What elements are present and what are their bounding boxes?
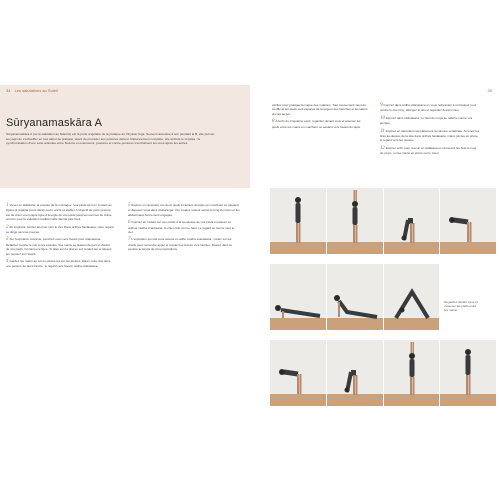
- pose-figure-arms-up-return: [384, 340, 440, 406]
- left-page: [0, 85, 250, 420]
- page-number-right: 35: [487, 88, 492, 93]
- step-5: 5Expirez en ramenant vos deux pieds à l'arrière du tapis (en marchant ou sautant) et déposez-vous dans chaturanga. Vos coudes restent serrés le long du corps et les abdominaux fermement engagés.: [128, 203, 240, 217]
- page-number-left: 34: [6, 88, 11, 93]
- pose-photo-half-lift-return: [270, 340, 326, 406]
- step-7: 7L'expiration qui suit vous amène en adho mukha svanāsana : roulez sur les orteils pour reprendre appui et reculez les fesses vers l'arrière. Restez dans la posture le temps de cinq respirations.: [128, 237, 232, 252]
- pose-photo-plank: [270, 264, 326, 330]
- pose-photo-standing: [270, 188, 326, 254]
- running-head: [6, 88, 58, 93]
- step-1: 1Venez en tadāsana, la posture de la montagne. Vos pieds sont en contact au ligament répartis (vous dérap ouvre ancré et stable). L'objectif de votre posture est de créer une longue ligne d'énergie de vos pieds jusqu'au sommet du crâne, comme pour la salutation traditionnelle décrite plus haut.: [6, 203, 113, 222]
- section-title: Les salutations au Soleil: [14, 88, 58, 93]
- step-7-continued: vérifiez pour protéger la nuque des rotations. Tout mouvement vient du souffle et les pieds sont espacés de la largeur des hanches et les talons ancrés au sol.: [272, 103, 368, 116]
- photo-row-2: [270, 264, 496, 330]
- pose-photo-arms-up-return: [384, 340, 440, 406]
- pose-figure-plank: [270, 264, 326, 330]
- pose-figure-arms-up: [327, 188, 383, 254]
- photo-row-3: [270, 340, 496, 406]
- step-2: 2En inspirant, tendez les bras vers le ciel. Dans ūrdhva hastāsana, votre regard se dirige vers les pouces.: [6, 224, 114, 235]
- pose-figure-half-lift-return: [270, 340, 326, 406]
- pose-photo-forward-fold-return: [327, 340, 383, 406]
- pose-photo-downward-dog: [384, 264, 440, 330]
- step-8: 8À la fin du cinquième expir, regardez devant vous et amenez les pieds entre les mains en marchant ou sautant vers l'avant du tapis.: [272, 119, 361, 129]
- pose-figure-forward-fold-return: [327, 340, 383, 406]
- pose-figure-half-lift: [440, 188, 496, 254]
- step-9: 9Inspirez dans ardha uttānāsana en vous redressant à mi-hauteur pour rendre le dos long, allongez le dos et regardez devant vous.: [380, 103, 477, 113]
- intro-paragraph: Sūryanamaskāra A (ou la salutation au Soleil A) est la porte angulaire de la pratique du Vinyāsa Yoga. Souvent associée à son pendant le B, elle permet au yogin de s'échauffer en tout début de pratique, avant de procéder aux postures debout. Rationnement complète, elle articule le vinyāsa : la synchronisation d'une série articulée entre flexions et extensions, postures et contre-postures s'enchaînent les unes après les autres.: [6, 132, 215, 146]
- pose-figure-downward-dog: [384, 264, 440, 330]
- step-10: 10Expirez dans uttānāsana : le haut du corps se relâche contre vos jambes.: [380, 115, 473, 126]
- pose-photo-forward-fold: [384, 188, 440, 254]
- steps-column-1: [6, 203, 114, 272]
- steps-column-2: [128, 203, 240, 255]
- step-4: 4Gardez les mains au sol ou placez-les sur les jambes. Étirez votre dos dans une posture de demi-flexion, le regard vers l'avant, ardha uttānāsana.: [6, 259, 111, 269]
- pose-photo-upward-dog: [327, 264, 383, 330]
- step-3: 3Sur l'expiration suivante, penchez-vous vers l'avant pour uttanāsana. Relâchez la tête, le cou et les épaules. Vos mains se placent de part et d'autre de vos pieds, formant une ligne. Si elles sont à plat au sol, tendez-les et laissez-les reposer sur l'avant.: [6, 237, 113, 256]
- side-note: Regardez devant vous et ramenez les pieds entre les mains.: [444, 300, 478, 313]
- photo-row-1: [270, 188, 496, 254]
- pose-figure-forward-fold: [384, 188, 440, 254]
- pose-photo-grid: [270, 188, 500, 420]
- pose-figure-upward-dog: [327, 264, 383, 330]
- pose-figure-standing: [270, 188, 326, 254]
- pose-photo-half-lift: [440, 188, 496, 254]
- steps-column-3: [272, 103, 368, 132]
- pose-photo-arms-up: [327, 188, 383, 254]
- steps-column-4: [380, 103, 480, 159]
- pose-photo-standing-return: [440, 340, 496, 406]
- page-title: Sūryanamaskāra A: [6, 117, 103, 129]
- step-12: 12Expirez enfin pour revenir en tadāsana en ramenant les bras le long du corps, ou les mains en prière sur le cœur.: [380, 145, 477, 156]
- pose-figure-standing-return: [440, 340, 496, 406]
- step-6: 6Inspirez en roulant sur vos orteils à la souplesse de vos pieds et passez en ūrdhva mukha svanāsana, le chien tête vers le haut. Le regard se tourne vers le ciel.: [128, 220, 235, 235]
- pose-photo-empty-slot: [440, 264, 496, 330]
- step-11: 11Inspirez en déroulant complètement la colonne vertébrale. Amenez les bras au-dessus de la tête dans ūrdhva hastāsana, mains jointes en prière, le regard vers les pouces.: [380, 128, 480, 143]
- book-spread: [0, 85, 500, 420]
